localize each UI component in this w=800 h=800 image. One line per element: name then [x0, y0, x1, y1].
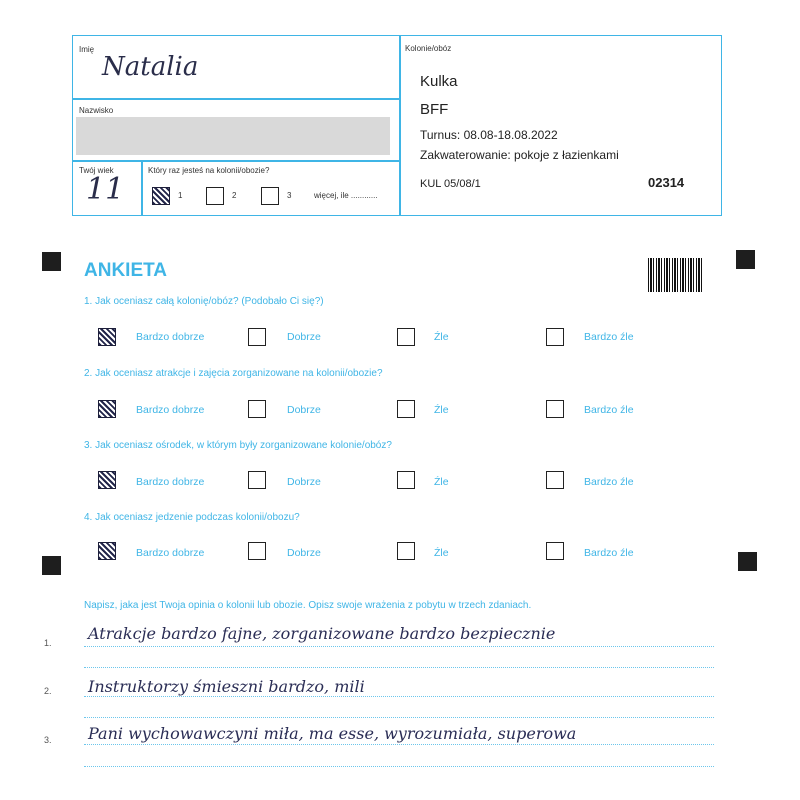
q3-option-label: Bardzo dobrze — [136, 476, 205, 488]
barcode — [648, 258, 702, 292]
line-number: 1. — [44, 638, 52, 648]
survey-title: ANKIETA — [84, 260, 168, 281]
camp-name: Kulka — [420, 73, 458, 90]
registration-mark — [736, 250, 755, 269]
line-number: 3. — [44, 735, 52, 745]
q1-option-label: Bardzo źle — [584, 331, 634, 343]
q2-option-dobrze-checkbox[interactable] — [248, 400, 266, 418]
q4-option-label: Źle — [434, 547, 449, 559]
dotted-line — [84, 696, 714, 697]
opinion-line-2[interactable]: Instruktorzy śmieszni bardzo, mili — [88, 677, 365, 696]
ktory-raz-checkbox-1[interactable] — [152, 187, 170, 205]
q2-option-label: Bardzo źle — [584, 404, 634, 416]
opinion-line-1[interactable]: Atrakcje bardzo fajne, zorganizowane bardzo bezpiecznie — [88, 624, 556, 643]
q3-option-bardzo-zle-checkbox[interactable] — [546, 471, 564, 489]
question-2: 2. Jak oceniasz atrakcje i zajęcia zorganizowane na kolonii/obozie? — [84, 368, 383, 379]
opinion-prompt: Napisz, jaka jest Twoja opinia o kolonii lub obozie. Opisz swoje wrażenia z pobytu w trzech zdaniach. — [84, 600, 532, 611]
q3-option-dobrze-checkbox[interactable] — [248, 471, 266, 489]
turnus: Turnus: 08.08-18.08.2022 — [420, 128, 558, 142]
q4-option-dobrze-checkbox[interactable] — [248, 542, 266, 560]
q1-option-dobrze-checkbox[interactable] — [248, 328, 266, 346]
q3-option-label: Bardzo źle — [584, 476, 634, 488]
question-1: 1. Jak oceniasz całą kolonię/obóz? (Podobało Ci się?) — [84, 296, 324, 307]
q1-option-zle-checkbox[interactable] — [397, 328, 415, 346]
q3-option-label: Dobrze — [287, 476, 321, 488]
camp-group: BFF — [420, 101, 449, 118]
q2-option-bardzo-zle-checkbox[interactable] — [546, 400, 564, 418]
line-number: 2. — [44, 686, 52, 696]
registration-mark — [738, 552, 757, 571]
ktory-raz-option-3: 3 — [287, 191, 292, 200]
q4-option-bardzo-dobrze-checkbox[interactable] — [98, 542, 116, 560]
nazwisko-label: Nazwisko — [79, 106, 114, 115]
q4-option-bardzo-zle-checkbox[interactable] — [546, 542, 564, 560]
dotted-line — [84, 717, 714, 718]
q3-option-zle-checkbox[interactable] — [397, 471, 415, 489]
opinion-line-3[interactable]: Pani wychowawczyni miła, ma esse, wyrozumiała, superowa — [88, 724, 577, 743]
q3-option-label: Źle — [434, 476, 449, 488]
ktory-raz-checkbox-2[interactable] — [206, 187, 224, 205]
q3-option-bardzo-dobrze-checkbox[interactable] — [98, 471, 116, 489]
camp-code: KUL 05/08/1 — [420, 178, 481, 190]
imie-label: Imię — [79, 45, 95, 54]
dotted-line — [84, 744, 714, 745]
q4-option-label: Bardzo źle — [584, 547, 634, 559]
form-number: 02314 — [648, 175, 685, 190]
ktory-raz-more: więcej, ile ............ — [314, 191, 378, 200]
q1-option-label: Dobrze — [287, 331, 321, 343]
q1-option-bardzo-dobrze-checkbox[interactable] — [98, 328, 116, 346]
q2-option-label: Źle — [434, 404, 449, 416]
question-4: 4. Jak oceniasz jedzenie podczas kolonii/obozu? — [84, 512, 300, 523]
q2-option-label: Dobrze — [287, 404, 321, 416]
q1-option-label: Bardzo dobrze — [136, 331, 205, 343]
dotted-line — [84, 646, 714, 647]
q2-option-label: Bardzo dobrze — [136, 404, 205, 416]
kolonie-label: Kolonie/obóz — [405, 44, 452, 53]
wiek-label: Twój wiek — [79, 166, 114, 175]
q4-option-zle-checkbox[interactable] — [397, 542, 415, 560]
q4-option-label: Dobrze — [287, 547, 321, 559]
q1-option-label: Źle — [434, 331, 449, 343]
ktory-raz-label: Który raz jesteś na kolonii/obozie? — [148, 166, 270, 175]
registration-mark — [42, 252, 61, 271]
zakwaterowanie: Zakwaterowanie: pokoje z łazienkami — [420, 148, 619, 162]
ktory-raz-option-1: 1 — [178, 191, 183, 200]
question-3: 3. Jak oceniasz ośrodek, w którym były zorganizowane kolonie/obóz? — [84, 440, 392, 451]
nazwisko-redacted — [76, 117, 390, 155]
dotted-line — [84, 667, 714, 668]
registration-mark — [42, 556, 61, 575]
wiek-value[interactable]: 11 — [86, 172, 125, 207]
q2-option-bardzo-dobrze-checkbox[interactable] — [98, 400, 116, 418]
q4-option-label: Bardzo dobrze — [136, 547, 205, 559]
q1-option-bardzo-zle-checkbox[interactable] — [546, 328, 564, 346]
ktory-raz-option-2: 2 — [232, 191, 237, 200]
ktory-raz-checkbox-3[interactable] — [261, 187, 279, 205]
imie-value[interactable]: Natalia — [102, 52, 199, 82]
q2-option-zle-checkbox[interactable] — [397, 400, 415, 418]
dotted-line — [84, 766, 714, 767]
